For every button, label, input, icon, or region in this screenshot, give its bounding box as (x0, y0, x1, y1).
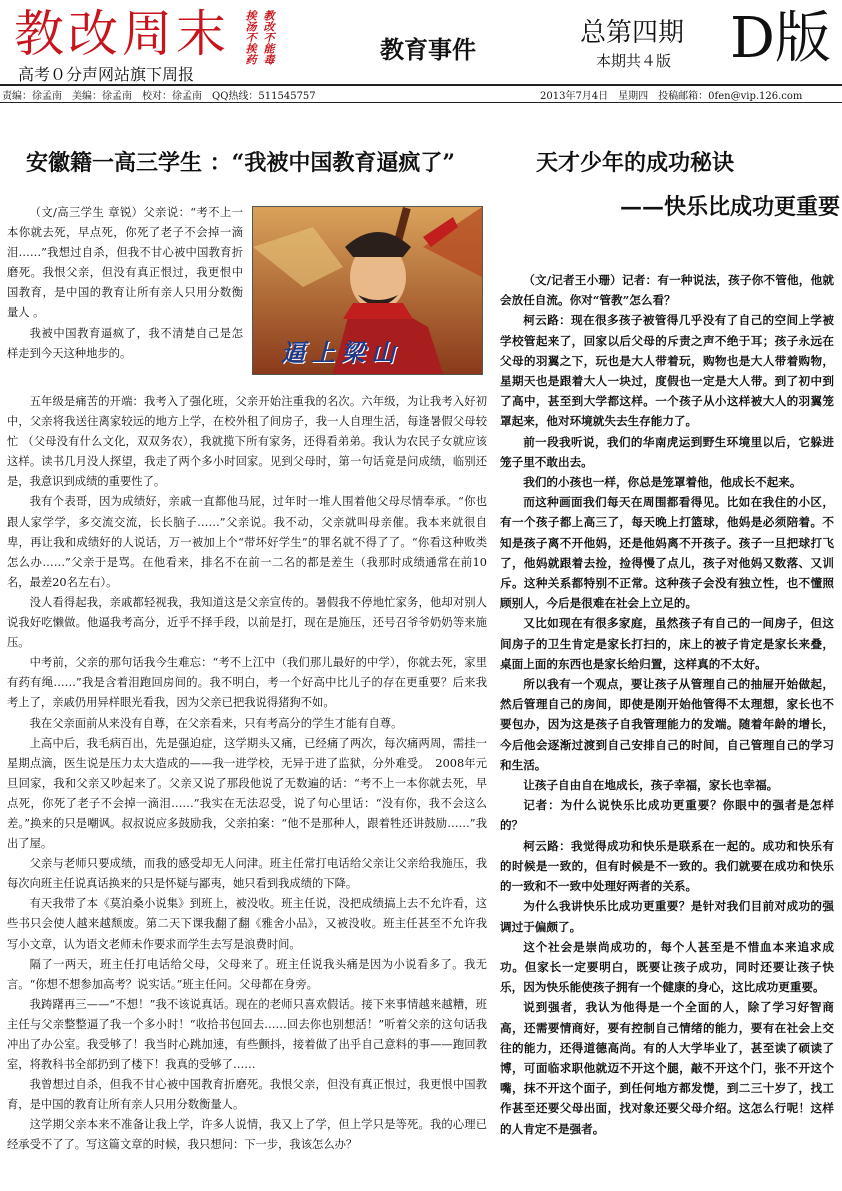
edition-label: D版 (730, 6, 831, 71)
issue-number: 总第四期 (580, 18, 685, 48)
paragraph: 为什么我讲快乐比成功更重要？是针对我们目前对成功的强调过于偏颇了。 (500, 899, 834, 934)
right-article-body (500, 270, 834, 1139)
masthead-subtitle: 高考０分声网站旗下周报 (18, 65, 195, 84)
paragraph: 我有个表哥，因为成绩好，亲戚一直都他马屁，过年时一堆人围着他父母尽情奉承。“你也跟人家学学，多交流交流，长长脑子……”父亲说。我不动，父亲就叫母亲催。我本来就很自卑，再让我和成绩好的人说话，万一被加上个“带坏好学生”的罪名就不得了了。“你看这种败类怎么办……”父亲于是骂。在他看来，排名不在前一二名的都是差生（我那时成绩通常在前10名，最差20名左右）。 (7, 495, 487, 589)
masthead-motto-a: 挨汤不挨药 (244, 10, 257, 65)
paragraph: 这个社会是崇尚成功的，每个人甚至是不惜血本来追求成功。但家长一定要明白，既要让孩子成功，同时还要让孩子快乐，因为快乐能使孩子拥有一个健康的身心，这比成功更重要。 (500, 939, 834, 995)
paragraph: 这学期父亲本来不准备让我上学，许多人说情，我又上了学，但上学只是等死。我的心理已经承受不了了。写这篇文章的时候，我只想问：下一步，我该怎么办？ (7, 1118, 487, 1152)
paragraph: 让孩子自由自在地成长，孩子幸福，家长也幸福。 (523, 778, 779, 793)
paragraph: （文/高三学生 章锐）父亲说：“考不上一本你就去死，早点死，你死了老子不会掉一滴泪……”我想过自杀，但我不甘心被中国教育折磨死。我恨父亲，但没有真正恨过，我更恨中国教育，是中国的教育让所有亲人只用分数衡量人 。 (7, 206, 243, 320)
paragraph: 没人看得起我，亲戚都轻视我，我知道这是父亲宣传的。暑假我不停地忙家务，他却对别人说我好吃懒做。他逼我考高分，近乎不择手段，以前是打，现在是施压，还号召爷爷奶奶等来施压。 (7, 595, 487, 650)
paragraph: 柯云路：现在很多孩子被管得几乎没有了自己的空间上学被学校管起来了，回家以后父母的斥责之声不绝于耳；孩子永远在父母的羽翼之下，玩也是大人带着玩，购物也是大人带着购物，星期天也是跟着大人一块过，度假也一定是大人带。到了初中到了高中，甚至到大学都这样。一个孩子从小这样被大人的羽翼笼罩起来，他对环境就失去生存能力了。 (500, 313, 834, 429)
paragraph: 有天我带了本《莫泊桑小说集》到班上，被没收。班主任说，没把成绩搞上去不允许看，这些书只会使人越来越颓废。第二天下课我翻了翻《雅舍小品》，又被没收。班主任甚至不允许我写小文章，认为语文老师未作要求而学生去写是浪费时间。 (7, 897, 487, 951)
left-article-body (7, 392, 487, 1156)
paragraph: 记者：为什么说快乐比成功更重要？你眼中的强者是怎样的？ (500, 798, 834, 833)
meta-bar (0, 84, 842, 103)
paragraph: 我在父亲面前从来没有自尊，在父亲看来，只有考高分的学生才能有自尊。 (29, 716, 403, 730)
masthead-motto-b: 教改不能毒 (262, 10, 275, 65)
paragraph: 我踌躇再三——“不想！”我不该说真话。现在的老师只喜欢假话。接下来事情越来越糟，班主任与父亲整整逼了我一个多小时！“收拾书包回去……回去你也别想活！”听着父亲的这句话我冲出了办公室。我受够了！我当时心跳加速，有些颤抖，接着做了出乎自己意料的事——跑回教室，将教科书全部扔到了楼下！我真的受够了…… (7, 997, 487, 1072)
paragraph: 五年级是痛苦的开端：我考入了强化班，父亲开始注重我的名次。六年级，为让我考入好初中，父亲将我送往离家较远的地方上学，在校外租了间房子，我一人自理生活，每逢暑假父母较忙 （父母没有什么文化，双双务农），我就揽下所有家务，还得看弟弟。我认为农民子女就应该这样。读书几月没人探望，我走了两个多小时回家。见到父母时，第一句话竟是问成绩，临别还是，我意识到成绩的重要性了。 (7, 395, 487, 489)
paragraph: 我被中国教育逼疯了，我不清楚自己是怎样走到今天这种地步的。 (7, 326, 243, 360)
paragraph: 所以我有一个观点，要让孩子从管理自己的抽屉开始做起，然后管理自己的房间，即使是刚开始他管得不太理想，家长也不要包办，因为这是孩子自我管理能力的发端。随着年龄的增长，今后他会逐渐过渡到自己安排自己的时间，自己管理自己的学习和生活。 (500, 677, 834, 772)
paragraph: 中考前，父亲的那句话我今生难忘：“考不上江中（我们那儿最好的中学），你就去死，家里有药有绳……”我是含着泪跑回房间的。我不明白，考一个好高中比儿子的存在更重要？后来我考上了，亲戚仍用异样眼光看我，因为父亲已把我说得猪狗不如。 (7, 656, 487, 710)
section-title: 教育事件 (380, 35, 476, 64)
paragraph: （文/记者王小珊）记者：有一种说法，孩子你不管他，他就会放任自流。你对“管教”怎么看？ (500, 273, 834, 308)
illustration-caption: 逼上梁山 (281, 338, 401, 367)
masthead-title: 教改周末 (14, 5, 230, 63)
paragraph: 隔了一两天，班主任打电话给父母，父母来了。班主任说我头痛是因为小说看多了。我无言。“你想不想参加高考？说实话。”班主任问。父母都在身旁。 (7, 957, 487, 991)
paragraph: 前一段我听说，我们的华南虎运到野生环境里以后，它躲进笼子里不敢出去。 (500, 434, 834, 469)
paragraph: 我曾想过自杀，但我不甘心被中国教育折磨死。我恨父亲，但没有真正恨过，我更恨中国教育，是中国的教育让所有亲人只用分数衡量人。 (7, 1078, 487, 1112)
left-headline: 安徽籍一高三学生 ：“我被中国教育逼疯了” (26, 150, 455, 176)
right-subheadline: ——快乐比成功更重要 (620, 194, 841, 220)
article-illustration (252, 206, 483, 375)
paragraph: 我们的小孩也一样，你总是笼罩着他，他成长不起来。 (523, 475, 802, 490)
paragraph: 父亲与老师只要成绩，而我的感受却无人问津。班主任常打电话给父亲让父亲给我施压，我每次向班主任说真话换来的只是怀疑与鄙夷，她只看到我成绩的下降。 (7, 857, 487, 891)
paragraph: 又比如现在有很多家庭，虽然孩子有自己的一间房子，但这间房子的卫生肯定是家长打扫的，床上的被子肯定是家长来叠，桌面上面的东西也是家长给归置，这样真的不太好。 (500, 616, 834, 671)
paragraph: 上高中后，我毛病百出，先是强迫症，这学期头又痛，已经痛了两次，每次痛两周，需挂一星期点滴，医生说是压力太大造成的——我一进学校，无异于进了监狱，分外难受。 2008年元旦回家，我和父亲又吵起来了。父亲又说了那段他说了无数遍的话：“考不上一本你就去死，早点死，你死了老子不会掉一滴泪……”我实在无法忍受，说了句心里话：“没有你，我不会这么差。”换来的只是嘲讽。叔叔说应多鼓励我，父亲拍案：“他不是那种人，跟着牲还讲鼓励……”我出了屋。 (7, 736, 487, 851)
paragraph: 说到强者，我认为他得是一个全面的人，除了学习好智商高，还需要情商好，要有控制自己情绪的能力，要有在社会上交往的能力，还得道德高尚。有的人大学毕业了，甚至读了硕读了博，可面临求职他就迈不开这个腿，敲不开这个门，张不开这个嘴，抹不开这个面子，到任何地方都发憷，到二三十岁了，找工作甚至还要父母出面，找对象还要父母介绍。这怎么行呢！这样的人肯定不是强者。 (500, 1000, 834, 1136)
right-headline: 天才少年的成功秘诀 (536, 150, 735, 176)
left-article-intro (7, 203, 243, 364)
editor-credits: 责编：徐孟南 美编：徐孟南 校对：徐孟南 QQ热线：511545757 (2, 91, 316, 102)
page-count: 本期共４版 (596, 52, 672, 70)
paragraph: 而这种画面我们每天在周围都看得见。比如在我住的小区，有一个孩子都上高三了，每天晚上打篮球，他妈是必须陪着。不知是孩子离不开他妈，还是他妈离不开孩子。孩子一旦把球打飞了，他妈就跟着去捡，捡得慢了点儿，孩子对他妈又数落、又训斥。这种关系都特别不正常。这种孩子会没有独立性，也不懂照顾别人，今后是很难在社会上立足的。 (500, 495, 834, 611)
paragraph: 柯云路：我觉得成功和快乐是联系在一起的。成功和快乐有的时候是一致的，但有时候是不一致的。我们就要在成功和快乐的一致和不一致中处理好两者的关系。 (500, 838, 834, 894)
issue-date: 2013年7月4日 星期四 投稿邮箱：0fen@vip.126.com (540, 91, 803, 102)
